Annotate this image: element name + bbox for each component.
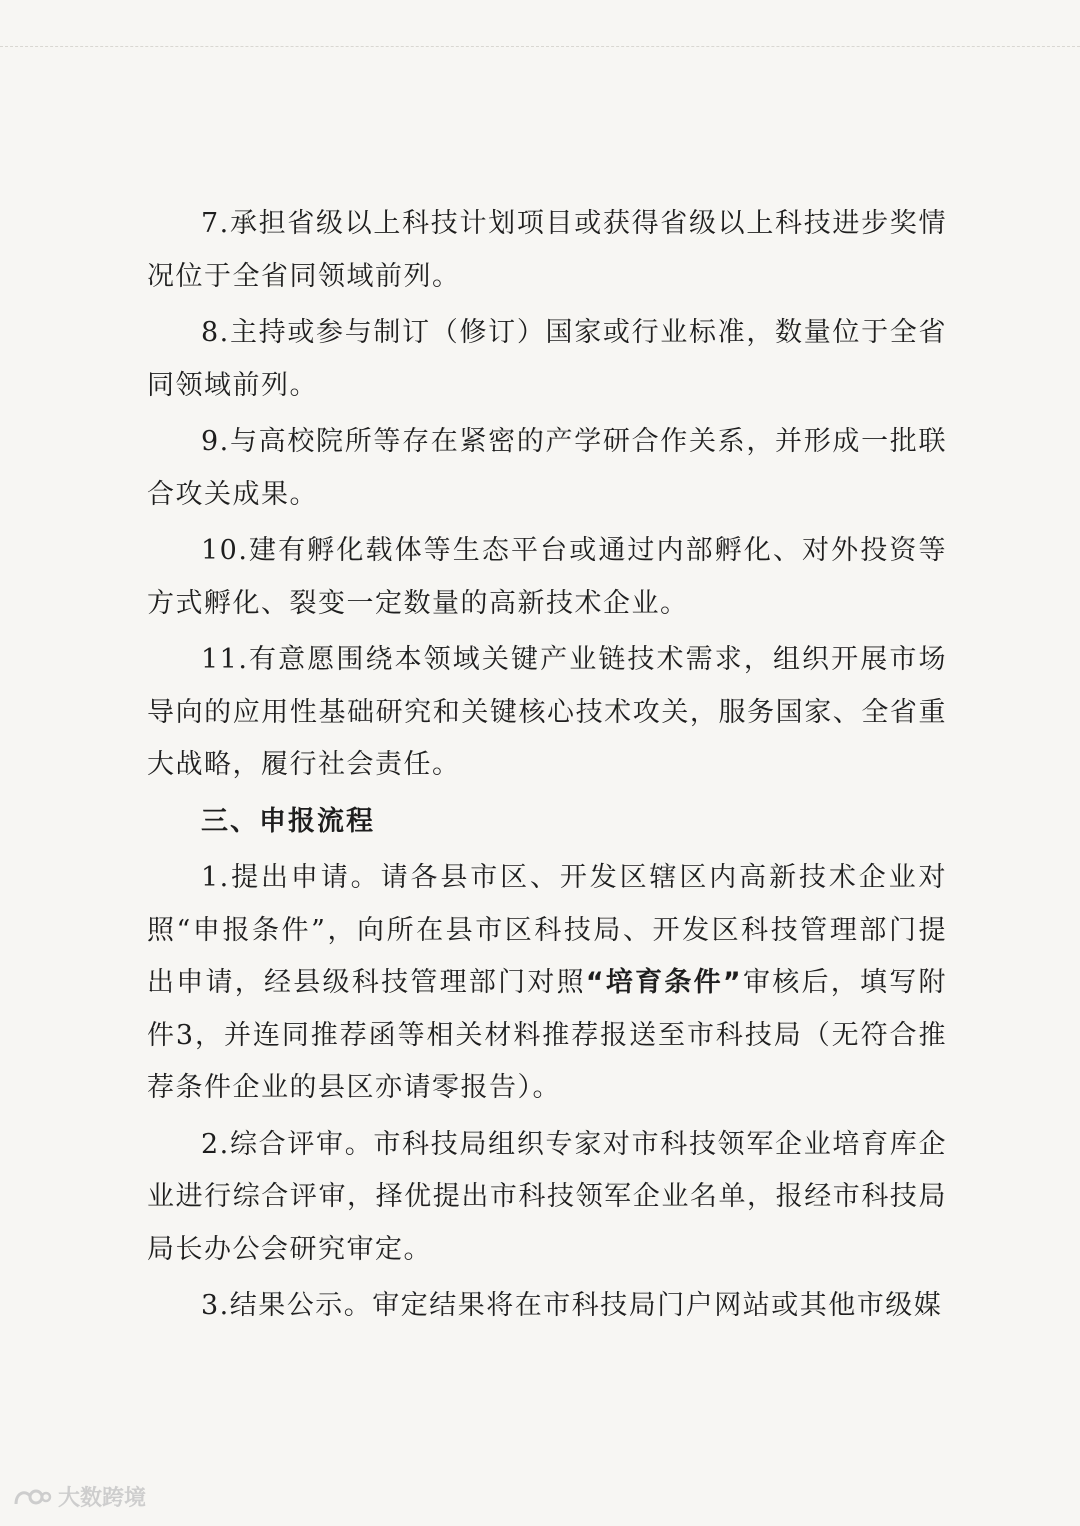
paragraph-item-11: 11.有意愿围绕本领域关键产业链技术需求，组织开展市场导向的应用性基础研究和关键核心技术攻关，服务国家、全省重大战略，履行社会责任。 xyxy=(147,644,947,780)
step-1-text-before: 1.提出申请。请各县市区、开发区辖区内高新技术企业对照“申报条件”，向所在县市区科技局、开发区科技管理部门提出申请，经县级科技管理部门对照 xyxy=(147,862,947,998)
step-2-comprehensive-review: 2.综合评审。市科技局组织专家对市科技领军企业培育库企业进行综合评审，择优提出市科技领军企业名单，报经市科技局局长办公会研究审定。 xyxy=(147,1128,947,1265)
section-heading-application-process: 三、申报流程 xyxy=(201,805,375,837)
document-page xyxy=(147,198,947,1337)
watermark xyxy=(12,1481,146,1512)
paragraph-item-9: 9.与高校院所等存在紧密的产学研合作关系，并形成一批联合攻关成果。 xyxy=(147,426,947,510)
step-1-submit-application xyxy=(147,852,947,1115)
dashujuejing-logo-icon xyxy=(12,1486,52,1508)
top-scan-rule xyxy=(0,46,1080,47)
watermark-text: 大数跨境 xyxy=(58,1486,147,1511)
step-1-bold-term: “培育条件” xyxy=(585,967,743,998)
paragraph-item-10: 10.建有孵化载体等生态平台或通过内部孵化、对外投资等方式孵化、裂变一定数量的高新技术企业。 xyxy=(147,535,947,619)
paragraph-item-7: 7.承担省级以上科技计划项目或获得省级以上科技进步奖情况位于全省同领域前列。 xyxy=(147,208,947,292)
step-3-result-announcement: 3.结果公示。审定结果将在市科技局门户网站或其他市级媒 xyxy=(201,1290,943,1321)
step-1-text-after: 审核后，填写附件3，并连同推荐函等相关材料推荐报送至市科技局（无符合推荐条件企业的县区亦请零报告）。 xyxy=(147,967,948,1103)
paragraph-item-8: 8.主持或参与制订（修订）国家或行业标准，数量位于全省同领域前列。 xyxy=(147,317,947,401)
